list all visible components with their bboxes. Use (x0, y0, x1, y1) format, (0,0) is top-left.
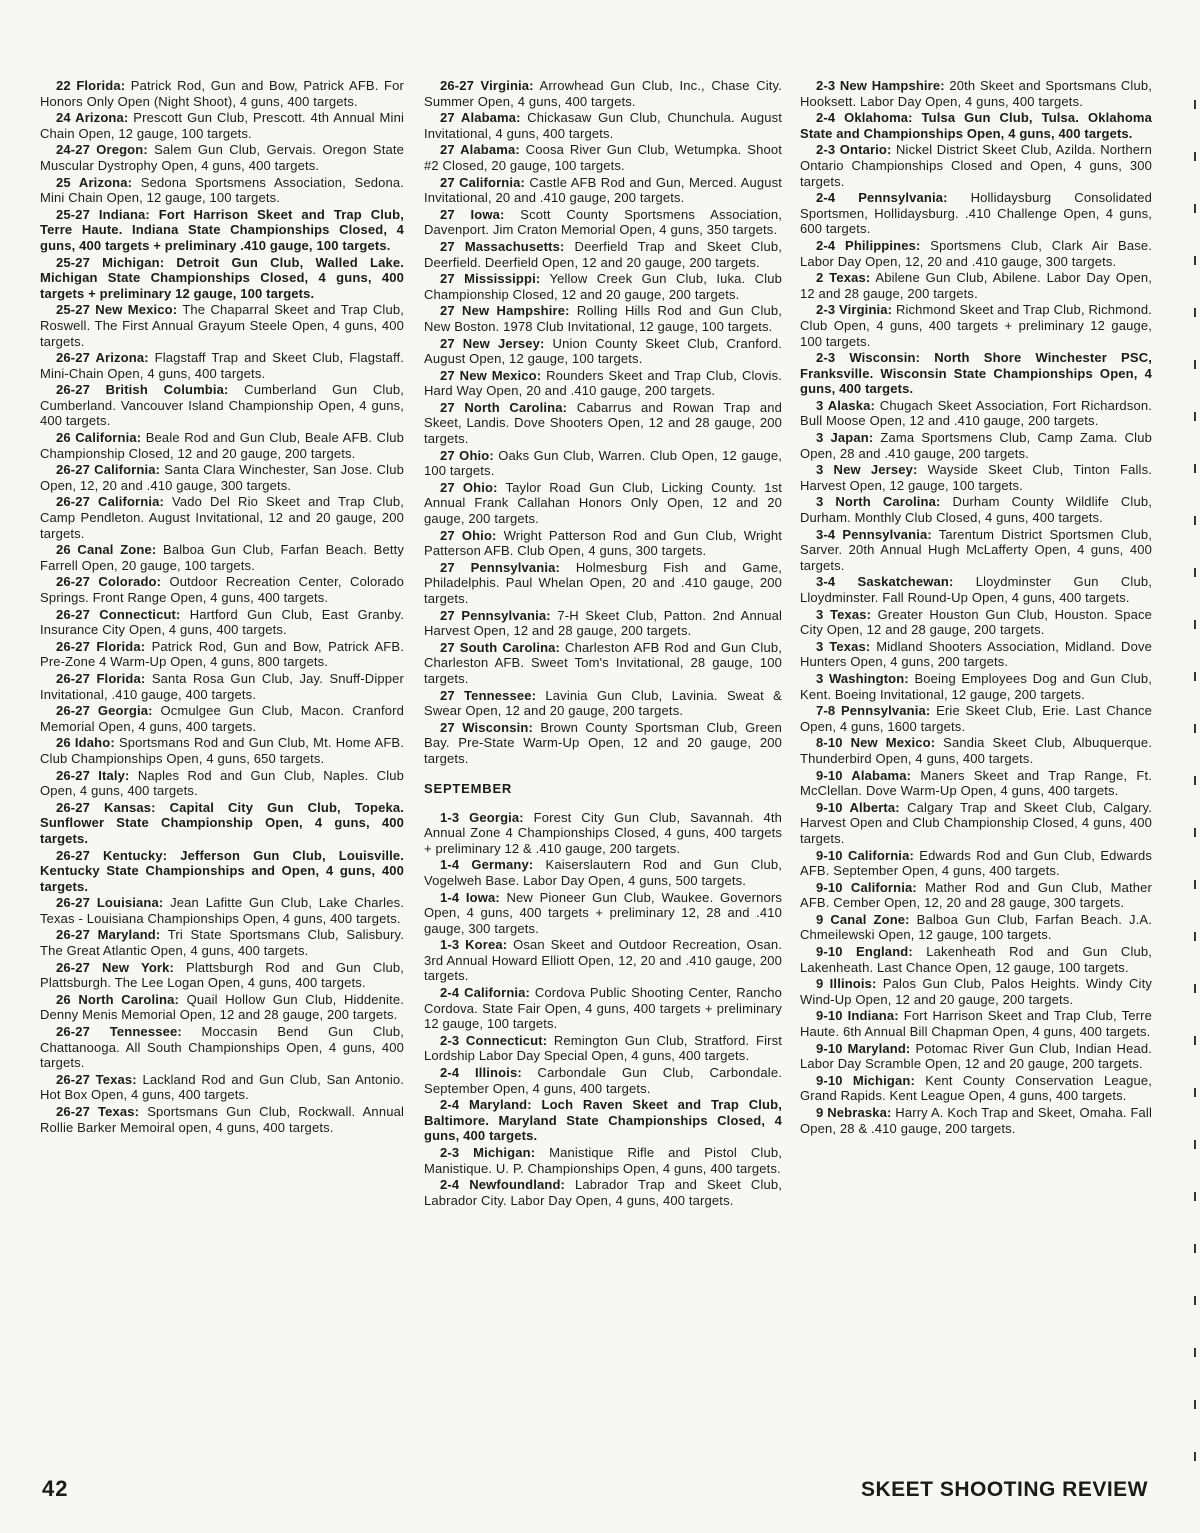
event-details: Manistique Rifle and Pistol Club, Manistique. U. P. Championships Open, 4 guns, 400 targets. (424, 1145, 782, 1176)
event-details: Capital City Gun Club, Topeka. Sunflower State Championship Open, 4 guns, 400 targets. (40, 799, 404, 846)
event-date-location: 26-27 Colorado: (56, 574, 162, 590)
event-date-location: 27 Ohio: (440, 527, 497, 543)
event-listing (424, 336, 782, 367)
event-details: Scott County Sportsmens Association, Davenport. Jim Craton Memorial Open, 4 guns, 350 targets. (424, 206, 782, 238)
event-date-location: 27 New Mexico: (440, 367, 542, 383)
event-listing (40, 768, 404, 799)
event-listing (800, 527, 1152, 574)
event-date-location: 26 North Carolina: (56, 991, 179, 1007)
event-listing (40, 1104, 404, 1135)
event-details: Carbondale Gun Club, Carbondale. September Open, 4 guns, 400 targets. (424, 1065, 782, 1096)
binding-mark (1194, 1452, 1196, 1461)
event-details: Arrowhead Gun Club, Inc., Chase City. Summer Open, 4 guns, 400 targets. (424, 78, 782, 109)
event-date-location: 27 Massachusetts: (440, 238, 565, 254)
event-date-location: 26-27 Texas: (56, 1104, 140, 1119)
event-listing (800, 1041, 1152, 1072)
event-date-location: 27 Pennsylvania: (440, 559, 560, 575)
event-details: Tri State Sportsmans Club, Salisbury. The Great Atlantic Open, 4 guns, 400 targets. (40, 927, 404, 959)
event-date-location: 2-3 Connecticut: (440, 1032, 548, 1048)
event-date-location: 27 New Jersey: (440, 335, 545, 351)
event-listing (424, 448, 782, 479)
binding-mark (1194, 1348, 1196, 1357)
event-listing (800, 398, 1152, 429)
binding-mark (1194, 984, 1196, 993)
event-listing (800, 976, 1152, 1007)
event-date-location: 26-27 Virginia: (440, 78, 534, 93)
event-date-location: 7-8 Pennsylvania: (816, 703, 931, 719)
event-listing (424, 1145, 782, 1176)
event-date-location: 9-10 Alberta: (816, 799, 900, 815)
binding-mark (1194, 100, 1196, 109)
page-number: 42 (42, 1476, 69, 1501)
event-details: Tulsa Gun Club, Tulsa. Oklahoma State and Championships Open, 4 guns, 400 targets. (800, 110, 1152, 141)
magazine-name: SKEET SHOOTING REVIEW (860, 1478, 1148, 1501)
event-date-location: 1-3 Georgia: (440, 809, 524, 825)
event-details: Rolling Hills Rod and Gun Club, New Boston. 1978 Club Invitational, 12 gauge, 100 targets. (424, 303, 782, 334)
event-listing (424, 937, 782, 984)
event-details: Yellow Creek Gun Club, Iuka. Club Championship Closed, 12 and 20 gauge, 200 targets. (424, 271, 782, 302)
event-listing (800, 350, 1152, 397)
event-listing (40, 800, 404, 847)
event-date-location: 2-3 Ontario: (816, 142, 892, 158)
event-listing (424, 1033, 782, 1064)
binding-mark (1194, 1140, 1196, 1149)
event-date-location: 9-10 England: (816, 944, 913, 960)
event-details: Brown County Sportsman Club, Green Bay. Pre-State Warm-Up Open, 12 and 20 gauge, 200 targets. (424, 719, 782, 766)
event-listing (424, 400, 782, 447)
event-date-location: 3 Texas: (816, 638, 871, 654)
event-date-location: 27 Ohio: (440, 479, 498, 495)
event-listing (800, 944, 1152, 975)
event-date-location: 3 Alaska: (816, 397, 875, 413)
event-date-location: 27 South Carolina: (440, 639, 561, 655)
event-listing (800, 848, 1152, 879)
event-listing (424, 368, 782, 399)
event-listing (40, 255, 404, 302)
event-details: Cordova Public Shooting Center, Rancho Cordova. State Fair Open, 4 guns, 400 targets + preliminary 12 gauge, 100 targets. (424, 985, 782, 1032)
event-date-location: 26-27 Arizona: (56, 350, 149, 366)
event-details: Edwards Rod and Gun Club, Edwards AFB. September Open, 4 guns, 400 targets. (800, 847, 1152, 879)
event-listing (800, 190, 1152, 237)
event-listing (424, 528, 782, 559)
event-details: New Pioneer Gun Club, Waukee. Governors Open, 4 guns, 400 targets + preliminary 12, 28 and .410 gauge, 300 targets. (424, 889, 782, 936)
event-details: Hollidaysburg Consolidated Sportsmen, Hollidaysburg. .410 Challenge Open, 4 guns, 600 targets. (800, 190, 1152, 237)
event-date-location: 26-27 Florida: (56, 638, 146, 654)
event-listing (424, 720, 782, 767)
event-listing (40, 960, 404, 991)
event-listing (800, 238, 1152, 269)
event-listing (800, 110, 1152, 141)
event-details: Osan Skeet and Outdoor Recreation, Osan. 3rd Annual Howard Elliott Open, 12, 20 and .410 gauge, 200 targets. (424, 937, 782, 984)
event-date-location: 26-27 Kansas: (56, 799, 156, 815)
event-listing (424, 142, 782, 173)
binding-mark (1194, 776, 1196, 785)
event-details: Forest City Gun Club, Savannah. 4th Annual Zone 4 Championships Closed, 4 guns, 400 targets + preliminary 12 & .410 gauge, 200 targets. (424, 809, 782, 856)
event-details: Coosa River Gun Club, Wetumpka. Shoot #2 Closed, 20 gauge, 100 targets. (424, 142, 782, 173)
event-date-location: 26-27 Tennessee: (56, 1024, 182, 1040)
event-details: Plattsburgh Rod and Gun Club, Plattsburgh. The Lee Logan Open, 4 guns, 400 targets. (40, 959, 404, 991)
event-date-location: 27 Tennessee: (440, 687, 537, 703)
event-date-location: 2-4 Oklahoma: (816, 110, 913, 126)
event-date-location: 24 Arizona: (56, 110, 129, 126)
binding-mark (1194, 724, 1196, 733)
event-date-location: 27 Ohio: (440, 447, 494, 463)
event-details: Palos Gun Club, Palos Heights. Windy City Wind-Up Open, 12 and 20 gauge, 200 targets. (800, 976, 1152, 1007)
event-listing (40, 1024, 404, 1071)
event-details: Kent County Conservation League, Grand Rapids. Kent League Open, 4 guns, 400 targets. (800, 1072, 1152, 1104)
event-listing (800, 703, 1152, 734)
event-listing (424, 608, 782, 639)
event-date-location: 1-3 Korea: (440, 937, 508, 953)
event-listing (800, 768, 1152, 799)
event-details: Quail Hollow Gun Club, Hiddenite. Denny Menis Memorial Open, 12 and 28 gauge, 200 targets. (40, 991, 404, 1023)
event-details: 7-H Skeet Club, Patton. 2nd Annual Harvest Open, 12 and 28 gauge, 200 targets. (424, 607, 782, 639)
event-details: Harry A. Koch Trap and Skeet, Omaha. Fall Open, 28 & .410 gauge, 200 targets. (800, 1105, 1152, 1136)
event-listing (424, 985, 782, 1032)
event-date-location: 26-27 Kentucky: (56, 847, 168, 863)
binding-mark (1194, 672, 1196, 681)
event-listing (40, 607, 404, 638)
event-listing (40, 382, 404, 429)
event-details: Durham County Wildlife Club, Durham. Monthly Club Closed, 4 guns, 400 targets. (800, 494, 1152, 526)
event-date-location: 25-27 Indiana: (56, 206, 150, 222)
event-details: Taylor Road Gun Club, Licking County. 1st Annual Frank Callahan Honors Only Open, 12 and 20 gauge, 200 targets. (424, 479, 782, 527)
binding-mark (1194, 152, 1196, 161)
event-listing (424, 1177, 782, 1208)
event-listing (800, 671, 1152, 702)
binding-edge-marks (1186, 90, 1200, 1510)
event-listing (40, 462, 404, 493)
event-details: Lakenheath Rod and Gun Club, Lakenheath. Last Chance Open, 12 gauge, 100 targets. (800, 944, 1152, 975)
event-details: Erie Skeet Club, Erie. Last Chance Open, 4 guns, 1600 targets. (800, 703, 1152, 734)
event-date-location: 26-27 Maryland: (56, 927, 161, 943)
event-date-location: 2 Texas: (816, 270, 871, 286)
event-listing (424, 110, 782, 141)
event-date-location: 22 Florida: (56, 78, 126, 93)
event-details: The Chaparral Skeet and Trap Club, Roswell. The First Annual Grayum Steele Open, 4 guns, 400 targets. (40, 302, 404, 349)
event-details: Oaks Gun Club, Warren. Club Open, 12 gauge, 100 targets. (424, 447, 782, 479)
event-date-location: 27 Mississippi: (440, 271, 541, 287)
event-details: 20th Skeet and Sportsmans Club, Hooksett. Labor Day Open, 4 guns, 400 targets. (800, 78, 1152, 109)
event-details: Cabarrus and Rowan Trap and Skeet, Landis. Dove Shooters Open, 12 and 28 gauge, 200 targets. (424, 399, 782, 447)
event-date-location: 2-4 Illinois: (440, 1065, 522, 1081)
event-date-location: 2-4 Philippines: (816, 237, 921, 253)
event-details: North Shore Winchester PSC, Franksville. Wisconsin State Championships Open, 4 guns, 400 targets. (800, 350, 1152, 397)
event-details: Abilene Gun Club, Abilene. Labor Day Open, 12 and 28 gauge, 200 targets. (800, 270, 1152, 301)
event-details: Cumberland Gun Club, Cumberland. Vancouver Island Championship Open, 4 guns, 400 targets. (40, 382, 404, 429)
event-details: Sportsmans Gun Club, Rockwall. Annual Rollie Barker Memoiral open, 4 guns, 400 targets. (40, 1104, 404, 1135)
event-listing (424, 1065, 782, 1096)
event-details: Holmesburg Fish and Game, Philadelphis. Paul Whelan Open, 20 and .410 gauge, 200 targets. (424, 559, 782, 606)
event-listing (40, 1072, 404, 1103)
event-details: Mather Rod and Gun Club, Mather AFB. Cember Open, 12, 20 and 28 gauge, 300 targets. (800, 879, 1152, 911)
event-listing (800, 639, 1152, 670)
event-listing (800, 735, 1152, 766)
event-listing (424, 207, 782, 238)
event-details: Sedona Sportsmens Association, Sedona. Mini Chain Open, 12 gauge, 100 targets. (40, 174, 404, 206)
event-listing (424, 175, 782, 206)
event-details: Deerfield Trap and Skeet Club, Deerfield. Deerfield Open, 12 and 20 gauge, 200 targets. (424, 238, 782, 270)
event-details: Midland Shooters Association, Midland. Dove Hunters Open, 4 guns, 200 targets. (800, 638, 1152, 670)
event-date-location: 3 North Carolina: (816, 494, 941, 510)
event-listing (40, 350, 404, 381)
event-details: Prescott Gun Club, Prescott. 4th Annual Mini Chain Open, 12 gauge, 100 targets. (40, 110, 404, 141)
event-date-location: 25 Arizona: (56, 174, 133, 190)
event-date-location: 2-4 Maryland: (440, 1097, 532, 1113)
binding-mark (1194, 568, 1196, 577)
event-date-location: 8-10 New Mexico: (816, 735, 936, 751)
binding-mark (1194, 620, 1196, 629)
binding-mark (1194, 1296, 1196, 1305)
event-date-location: 9-10 California: (816, 847, 914, 863)
event-details: Salem Gun Club, Gervais. Oregon State Muscular Dystrophy Open, 4 guns, 400 targets. (40, 142, 404, 173)
event-listing (40, 574, 404, 605)
event-details: Flagstaff Trap and Skeet Club, Flagstaff. Mini-Chain Open, 4 guns, 400 targets. (40, 350, 404, 381)
event-date-location: 26-27 Italy: (56, 767, 130, 783)
event-listing (40, 207, 404, 254)
event-date-location: 2-3 Michigan: (440, 1145, 536, 1160)
event-date-location: 25-27 New Mexico: (56, 302, 178, 318)
event-listing (800, 607, 1152, 638)
event-listing (40, 639, 404, 670)
event-details: Loch Raven Skeet and Trap Club, Baltimore. Maryland State Championships Closed, 4 guns, 400 targets. (424, 1097, 782, 1144)
event-date-location: 26-27 New York: (56, 959, 174, 975)
event-listing (800, 430, 1152, 461)
event-date-location: 1-4 Iowa: (440, 889, 500, 905)
event-details: Fort Harrison Skeet and Trap Club, Terre Haute. Indiana State Championships Closed, 4 guns, 400 targets + preliminary .410 gauge, 100 targets. (40, 206, 404, 253)
event-listing (800, 1105, 1152, 1136)
binding-mark (1194, 1400, 1196, 1409)
event-date-location: 3 New Jersey: (816, 462, 918, 478)
event-details: Maners Skeet and Trap Range, Ft. McClellan. Dove Warm-Up Open, 4 guns, 400 targets. (800, 767, 1152, 799)
event-details: Moccasin Bend Gun Club, Chattanooga. All South Championships Open, 4 guns, 400 targets. (40, 1024, 404, 1071)
event-listing (424, 810, 782, 857)
event-date-location: 2-4 Pennsylvania: (816, 190, 948, 206)
event-details: Balboa Gun Club, Farfan Beach. J.A. Chmeilewski Open, 12 gauge, 100 targets. (800, 911, 1152, 943)
event-date-location: 26-27 Georgia: (56, 703, 153, 719)
event-details: Santa Rosa Gun Club, Jay. Snuff-Dipper Invitational, .410 gauge, 400 targets. (40, 670, 404, 702)
event-date-location: 3-4 Saskatchewan: (816, 574, 954, 590)
event-listing (800, 912, 1152, 943)
event-listing (424, 560, 782, 607)
event-details: Lavinia Gun Club, Lavinia. Sweat & Swear Open, 12 and 20 gauge, 200 targets. (424, 687, 782, 719)
listing-column-1 (40, 78, 404, 1468)
event-details: Lackland Rod and Gun Club, San Antonio. Hot Box Open, 4 guns, 400 targets. (40, 1071, 404, 1103)
binding-mark (1194, 1244, 1196, 1253)
event-listing (800, 270, 1152, 301)
event-details: Lloydminster Gun Club, Lloydminster. Fall Round-Up Open, 4 guns, 400 targets. (800, 574, 1152, 605)
listing-column-3 (800, 78, 1152, 1468)
event-date-location: 3-4 Pennsylvania: (816, 526, 932, 542)
binding-mark (1194, 308, 1196, 317)
event-listing (40, 895, 404, 926)
event-details: Vado Del Rio Skeet and Trap Club, Camp Pendleton. August Invitational, 12 and 20 gauge, 200 targets. (40, 494, 404, 541)
event-details: Chickasaw Gun Club, Chunchula. August Invitational, 4 guns, 400 targets. (424, 110, 782, 141)
event-details: Nickel District Skeet Club, Azilda. Northern Ontario Championships Closed and Open, 4 guns, 300 targets. (800, 142, 1152, 189)
event-listing (800, 1073, 1152, 1104)
event-date-location: 3 Texas: (816, 606, 872, 622)
event-date-location: 24-27 Oregon: (56, 142, 148, 158)
event-listing (40, 110, 404, 141)
event-listing (40, 78, 404, 109)
event-date-location: 25-27 Michigan: (56, 254, 165, 270)
event-details: Chugach Skeet Association, Fort Richardson. Bull Moose Open, 12 and .410 gauge, 200 targets. (800, 397, 1152, 429)
event-listing (424, 857, 782, 888)
event-details: Wayside Skeet Club, Tinton Falls. Harvest Open, 12 gauge, 100 targets. (800, 462, 1152, 493)
event-details: Santa Clara Winchester, San Jose. Club Open, 12, 20 and .410 gauge, 300 targets. (40, 462, 404, 493)
event-details: Calgary Trap and Skeet Club, Calgary. Harvest Open and Club Championship Closed, 4 guns, 400 targets. (800, 799, 1152, 846)
event-date-location: 2-4 California: (440, 985, 531, 1001)
event-details: Patrick Rod, Gun and Bow, Patrick AFB. For Honors Only Open (Night Shoot), 4 guns, 400 targets. (40, 78, 404, 109)
event-listing (424, 1097, 782, 1144)
binding-mark (1194, 828, 1196, 837)
event-date-location: 26 Idaho: (56, 735, 115, 751)
event-date-location: 2-3 Wisconsin: (816, 350, 921, 366)
event-listing (40, 175, 404, 206)
event-details: Sportsmans Rod and Gun Club, Mt. Home AFB. Club Championships Open, 4 guns, 650 targets. (40, 735, 404, 766)
event-listing (424, 303, 782, 334)
event-details: Fort Harrison Skeet and Trap Club, Terre Haute. 6th Annual Bill Chapman Open, 4 guns, 400 targets. (800, 1008, 1152, 1040)
event-details: Kaiserslautern Rod and Gun Club, Vogelweh Base. Labor Day Open, 4 guns, 500 targets. (424, 857, 782, 888)
event-details: Detroit Gun Club, Walled Lake. Michigan State Championships Closed, 4 guns, 400 targets + preliminary 12 gauge, 100 targets. (40, 254, 404, 301)
event-listing (800, 142, 1152, 189)
event-date-location: 9 Canal Zone: (816, 911, 910, 927)
event-listing (800, 494, 1152, 525)
event-details: Jefferson Gun Club, Louisville. Kentucky State Championships and Open, 4 guns, 400 targets. (40, 847, 404, 894)
event-details: Zama Sportsmens Club, Camp Zama. Club Open, 28 and .410 gauge, 200 targets. (800, 430, 1152, 461)
event-details: Jean Lafitte Gun Club, Lake Charles. Texas - Louisiana Championships Open, 4 guns, 400 targets. (40, 895, 404, 926)
event-listing (40, 671, 404, 702)
event-date-location: 26-27 British Columbia: (56, 382, 229, 398)
event-date-location: 27 Pennsylvania: (440, 607, 551, 623)
event-listing (424, 239, 782, 270)
event-date-location: 27 New Hampshire: (440, 303, 570, 319)
event-date-location: 26-27 Florida: (56, 670, 146, 686)
event-details: Sportsmens Club, Clark Air Base. Labor Day Open, 12, 20 and .410 gauge, 300 targets. (800, 237, 1152, 269)
event-date-location: 9-10 Maryland: (816, 1040, 911, 1056)
event-listing (40, 542, 404, 573)
binding-mark (1194, 360, 1196, 369)
event-date-location: 3 Washington: (816, 670, 909, 686)
event-details: Boeing Employees Dog and Gun Club, Kent. Boeing Invitational, 12 gauge, 200 targets. (800, 670, 1152, 702)
event-date-location: 26 Canal Zone: (56, 542, 157, 558)
event-date-location: 1-4 Germany: (440, 857, 534, 873)
event-details: Castle AFB Rod and Gun, Merced. August Invitational, 20 and .410 gauge, 200 targets. (424, 174, 782, 206)
event-listing (40, 927, 404, 958)
event-date-location: 27 Wisconsin: (440, 719, 533, 735)
event-date-location: 26-27 Connecticut: (56, 606, 181, 622)
event-details: Balboa Gun Club, Farfan Beach. Betty Farrell Open, 20 gauge, 100 targets. (40, 542, 404, 573)
event-listing (800, 78, 1152, 109)
event-listing (40, 142, 404, 173)
event-date-location: 27 California: (440, 174, 526, 190)
event-listing (424, 271, 782, 302)
event-details: Rounders Skeet and Trap Club, Clovis. Hard Way Open, 20 and .410 gauge, 200 targets. (424, 367, 782, 399)
event-listing (424, 890, 782, 937)
event-listing (424, 688, 782, 719)
event-listing (40, 992, 404, 1023)
event-date-location: 9-10 California: (816, 879, 917, 895)
event-listing (40, 302, 404, 349)
event-date-location: 27 North Carolina: (440, 399, 568, 415)
event-details: Greater Houston Gun Club, Houston. Space City Open, 12 and 28 gauge, 200 targets. (800, 606, 1152, 638)
binding-mark (1194, 932, 1196, 941)
binding-mark (1194, 256, 1196, 265)
page-body (40, 78, 1152, 1468)
section-heading-september: SEPTEMBER (424, 780, 513, 796)
event-listing (40, 735, 404, 766)
event-date-location: 9 Nebraska: (816, 1105, 892, 1120)
event-listing (40, 703, 404, 734)
event-listing (800, 800, 1152, 847)
binding-mark (1194, 1036, 1196, 1045)
event-listing (800, 574, 1152, 605)
event-listing (800, 1008, 1152, 1039)
event-date-location: 26 California: (56, 430, 142, 446)
event-listing (40, 494, 404, 541)
event-listing (424, 480, 782, 527)
event-details: Wright Patterson Rod and Gun Club, Wright Patterson AFB. Club Open, 4 guns, 300 targets. (424, 527, 782, 559)
event-details: Outdoor Recreation Center, Colorado Springs. Front Range Open, 4 guns, 400 targets. (40, 574, 404, 605)
listing-column-2 (424, 78, 782, 1468)
event-details: Patrick Rod, Gun and Bow, Patrick AFB. Pre-Zone 4 Warm-Up Open, 4 guns, 800 targets. (40, 638, 404, 670)
event-date-location: 9 Illinois: (816, 976, 877, 992)
binding-mark (1194, 880, 1196, 889)
binding-mark (1194, 1088, 1196, 1097)
event-details: Tarentum District Sportsmen Club, Sarver. 20th Annual Hugh McLafferty Open, 4 guns, 400 targets. (800, 526, 1152, 573)
event-listing (424, 640, 782, 687)
event-date-location: 2-3 Virginia: (816, 302, 893, 318)
event-date-location: 9-10 Alabama: (816, 767, 912, 783)
event-listing (800, 880, 1152, 911)
binding-mark (1194, 1192, 1196, 1201)
event-date-location: 3 Japan: (816, 430, 874, 446)
event-listing (40, 430, 404, 461)
event-details: Charleston AFB Rod and Gun Club, Charleston AFB. Sweet Tom's Invitational, 28 gauge, 100 targets. (424, 639, 782, 686)
event-date-location: 9-10 Michigan: (816, 1072, 915, 1088)
binding-mark (1194, 412, 1196, 421)
event-details: Sandia Skeet Club, Albuquerque. Thunderbird Open, 4 guns, 400 targets. (800, 735, 1152, 766)
event-details: Union County Skeet Club, Cranford. August Open, 12 gauge, 100 targets. (424, 335, 782, 367)
event-details: Potomac River Gun Club, Indian Head. Labor Day Scramble Open, 12 and 20 gauge, 200 targets. (800, 1040, 1152, 1072)
event-date-location: 27 Alabama: (440, 142, 520, 158)
event-details: Richmond Skeet and Trap Club, Richmond. Club Open, 4 guns, 400 targets + preliminary 12 gauge, 100 targets. (800, 302, 1152, 349)
event-date-location: 27 Alabama: (440, 110, 521, 126)
event-listing (800, 302, 1152, 349)
event-details: Naples Rod and Gun Club, Naples. Club Open, 4 guns, 400 targets. (40, 767, 404, 799)
event-listing (800, 462, 1152, 493)
event-date-location: 26-27 California: (56, 462, 161, 478)
event-details: Hartford Gun Club, East Granby. Insurance City Open, 4 guns, 400 targets. (40, 606, 404, 638)
event-listing (424, 78, 782, 109)
event-date-location: 9-10 Indiana: (816, 1008, 899, 1024)
event-date-location: 2-3 New Hampshire: (816, 78, 945, 93)
event-date-location: 26-27 Texas: (56, 1071, 137, 1087)
event-details: Ocmulgee Gun Club, Macon. Cranford Memorial Open, 4 guns, 400 targets. (40, 703, 404, 734)
event-date-location: 26-27 Louisiana: (56, 895, 164, 911)
binding-mark (1194, 204, 1196, 213)
event-date-location: 2-4 Newfoundland: (440, 1177, 566, 1193)
binding-mark (1194, 464, 1196, 473)
binding-mark (1194, 516, 1196, 525)
event-details: Beale Rod and Gun Club, Beale AFB. Club Championship Closed, 12 and 20 gauge, 200 targets. (40, 430, 404, 461)
event-details: Remington Gun Club, Stratford. First Lordship Labor Day Special Open, 4 guns, 400 targets. (424, 1032, 782, 1064)
event-date-location: 27 Iowa: (440, 206, 505, 222)
event-listing (40, 848, 404, 895)
event-date-location: 26-27 California: (56, 494, 164, 510)
event-details: Labrador Trap and Skeet Club, Labrador City. Labor Day Open, 4 guns, 400 targets. (424, 1177, 782, 1208)
